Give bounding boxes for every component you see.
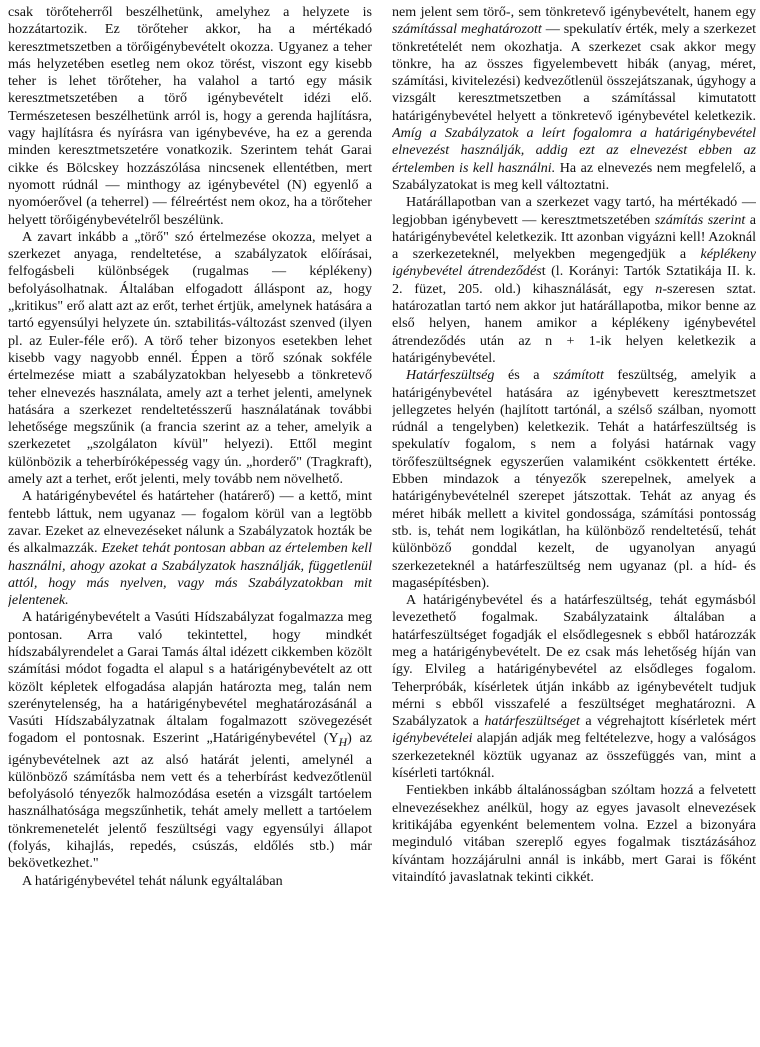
text-span: A határigénybevétel és határteher (határerő) — a kettő, mint fentebb láttuk, nem ugyanaz — fogalom körül van a legtöbb zavar. Ezeket az elnevezéseket nálunk a Szabályzatok hozták be és alkalmazzák. (8, 488, 372, 557)
text-span: alapján adják meg feltételezve, hogy a valóságos szerkezeteknél köztük ugyanaz az összefüggés van, mint a kísérleti tartóknál. (392, 730, 756, 782)
paragraph (8, 488, 372, 609)
italic-emphasis: képlékeny igénybevétel átrendeződés (392, 246, 756, 280)
text-span: A határigénybevételt a Vasúti Hídszabályzat fogalmazza meg pontosan. Arra való tekintettel, hogy mindkét hídszabályrendelet a Garai Tamás által idézett cikkemben közölt számítási módot fogadta el alapul s a határigénybevételt az ott közölt képletek elfogadása alapján határozta meg, talán nem szerénytelenség, ha a határigénybevétel meghatározásánál a Vasúti Hídszabályzatnak általam fogalmazott szövegezését fogadom el pontosnak. Eszerint „Határigénybevétel (Y (8, 609, 372, 747)
text-span: Ha az elnevezés nem megfelelő, a Szabályzatokat is meg kell változtatni. (392, 159, 756, 193)
italic-emphasis: Ezeket tehát pontosan abban az értelemben kell használni, ahogy azokat a Szabályzatok használják, függetlenül attól, hogy más nyelven, vagy más Szabályzatokban mit jelentenek. (8, 540, 372, 609)
article-page (8, 4, 756, 1044)
paragraph (392, 592, 756, 782)
italic-emphasis: számítással meghatározott (392, 21, 542, 38)
text-span: feszültség, amelyik a határigénybevétel hatására az igénybevett keresztmetszet jellegzetes helyén (hajlított tartónál, a szélső szálban, nyomott rúdnál a tengelyben) keletkezik. Tehát a határfeszültség is spekulatív fogalom, s nem a folyási határnak vagy törőfeszültségnek egyszerűen valamiként csökkentett értéke. Ebben mindazok a tényezők szerepelnek, amelyek a határigénybevételnél szerepet játszottak. Tehát az anyag és méret hibák mellett a kivitel gondossága, számítási pontosság stb. is, tehát nem logikátlan, ha különböző rendeltetésű, tehát különböző gonddal kezelt, de ugyanolyan anyagú szerkezeteknél a határfeszültség nem ugyanaz (pl. a híd- és magasépítésben). (392, 367, 756, 591)
text-span: t (l. Korányi: Tartók Sztatikája II. k. 2. füzet, 205. old.) kihasználását, egy (392, 263, 756, 297)
italic-emphasis: n (655, 280, 663, 297)
paragraph (8, 609, 372, 872)
italic-emphasis: H (338, 736, 348, 750)
paragraph (392, 367, 756, 592)
text-span: -szeresen sztat. határozatlan tartó nem akkor jut határállapotba, mikor benne az első helyen, hanem amikor a képlékeny igénybevétel átrendeződés után az n + 1-ik helyen keletkezik a határigénybevétel. (392, 280, 756, 366)
right-column (392, 4, 756, 1044)
text-span: a végrehajtott kísérletek mért (579, 713, 756, 730)
italic-emphasis: Határfeszültség (406, 367, 495, 384)
paragraph: A zavart inkább a „törő" szó értelmezése okozza, melyet a szerkezet anyaga, rendeltetése, a szabályzatok előírásai, felfogásbeli különbségek (rugalmas — képlékeny) befolyásolhatnak. Általában elfogadott álláspont az, hogy „kritikus" erő alatt azt az erőt, terhet értjük, amelynek hatására a tartó egyensúlyi helyzete ún. sztabilitás-változást szenved (ilyen pl. az Euler-féle erő). A törő teher bizonyos esetekben lehet kisebb vagy nagyobb ennél. Éppen a törő szónak sokféle értelmezése miatt a szabályzatokban helyesebb a tönkretevő teher elnevezés használata, amely azt a terhet jelenti, amelynek hatására a szerkezet rendeltetésszerű használatának további lehetősége megszűnik (a francia szerint az a teher, amelyik a szerkezetet „szolgálaton kívül" helyezi). Ettől megint különbözik a teherbíróképesség vagy ún. „horderő" (Tragkraft), amely azt a terhet, erőt jelenti, mely tovább nem növelhető. (8, 228, 372, 488)
text-span: nem jelent sem törő-, sem tönkretevő igénybevételt, hanem egy (392, 4, 756, 20)
paragraph: A határigénybevétel tehát nálunk egyáltalában (22, 872, 283, 889)
text-span: A határigénybevétel és a határfeszültség, tehát egymásból levezethető fogalmak. Szabályzataink általában a határfeszültséget fogadják el elsődlegesnek s ebből határozzák meg a határigénybevételt. De ez csak más lehetőség híján van így. Elvileg a határigénybevétel az elsődleges fogalom. Teherpróbák, kísérletek útján inkább az igénybevételt tudjuk mérni s ebből visszafelé a feszültséget meghatározni. A Szabályzatok a (392, 592, 756, 730)
paragraph (392, 4, 756, 194)
paragraph (392, 194, 756, 367)
italic-emphasis: igénybevételei (392, 730, 473, 747)
italic-emphasis: Amíg a Szabályzatok a leírt fogalomra a határigénybevétel elnevezést használják, addig ezt az elnevezést ebben az értelemben is kell használni. (392, 125, 756, 176)
italic-emphasis: számítás szerint (654, 211, 746, 228)
paragraph: Fentiekben inkább általánosságban szóltam hozzá a felvetett elnevezésekhez anélkül, hogy az egyes javasolt elnevezések kritikájába egyenként belementem volna. Ezzel a bizonyára meginduló vitában szereplő egyes fogalmak tisztázásához kívántam hozzájárulni annál is inkább, mert Garai is főként vitaindító javaslatnak tekinti cikkét. (392, 782, 756, 885)
italic-emphasis: számított (553, 367, 604, 384)
text-span: Határállapotban van a szerkezet vagy tartó, ha mértékadó — legjobban igénybevett — keresztmetszetében (392, 194, 756, 228)
paragraph: csak törőteherről beszélhetünk, amelyhez a helyzete is hozzátartozik. Ez törőteher akkor, ha a mértékadó keresztmetszetben a törőigénybevételt okozza. Ugyanez a teher más helyzetében esetleg nem okoz törést, viszont egy kisebb teher is lehet törőteher, ha valahol a tartó egy másik keresztmetszetében a törő igénybevételt idézi elő. Természetesen beszélhetünk arról is, hogy a gerenda hajlításra, vagy hajlításra és nyírásra van igénybevéve, ha ez a gerenda minden keresztmetszetére vonatkozik. Szerintem tehát Garai cikke és Bölcskey hozzászólása nincsenek ellentétben, mert nyomott rúdnál — minthogy az igénybevétel (N) egyenlő a nyomóerővel (a teherrel) — félreértést nem okoz, ha a törőteher helyett törőigénybevételről beszélünk. (8, 4, 372, 228)
text-span: ) az igénybevételnek azt az alsó határát jelenti, amelynél a különböző számításba nem vett és a teherbírást kedvezőtlenül befolyásoló tényezők halmozódása esetén a vizsgált tartóelem használhatósága megszűnhetik, tehát amely mellett a tartóelem tönkremenetelét jelentő feszültségi vagy egyensúlyi állapot (folyás, kihajlás, repedés, csúszás, eldőlés stb.) már bekövetkezhet." (8, 730, 372, 872)
left-column (8, 4, 372, 1044)
subscript (339, 736, 348, 749)
italic-emphasis: határfeszültséget (484, 713, 580, 730)
text-span: és a (494, 367, 554, 384)
text-span: — spekulatív érték, mely a szerkezet tönkretételét nem okozhatja. A szerkezet csak akkor megy tönkre, ha az összes figyelembevett hibák (anyag, méret, számítási, kivitelezési) kedvezőtlenül összejátszanak, úgyhogy a vizsgált keresztmetszetben a számítással kimutatott határigénybevétel helyett a tönkretevő igénybevétel keletkezik. (392, 21, 756, 124)
text-span: a határigénybevétel keletkezik. Itt azonban vigyázni kell! Azoknál a szerkezeteknél, melyekben megengedjük a (392, 211, 756, 263)
